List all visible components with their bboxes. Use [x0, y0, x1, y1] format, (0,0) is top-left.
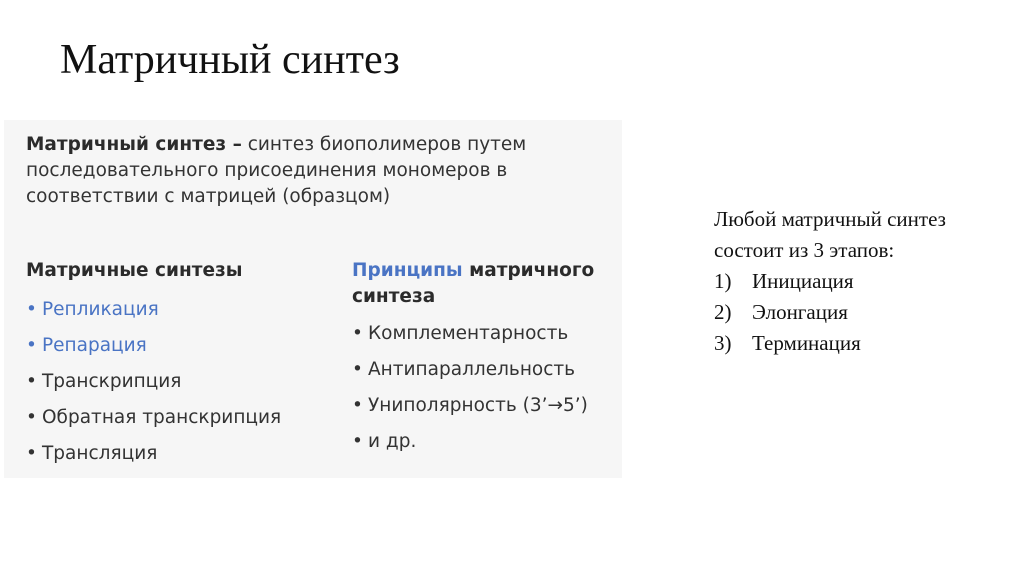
bullet-icon: •	[352, 431, 363, 452]
list-item-label: Антипараллельность	[368, 359, 576, 380]
list-item-label: Репарация	[42, 335, 147, 356]
definition-term: Матричный синтез –	[26, 134, 242, 155]
definition-text: синтез биополимеров путем последовательного присоединения мономеров в соответствии с матрицей (образцом)	[26, 134, 527, 207]
principles-heading	[352, 258, 622, 310]
list-item-label: Транскрипция	[42, 371, 182, 392]
list-item-label: Комплементарность	[368, 323, 569, 344]
stage-item	[714, 328, 984, 359]
list-item-label: Униполярность (3’→5’)	[368, 395, 588, 416]
bullet-icon: •	[26, 443, 37, 464]
bullet-icon: •	[352, 359, 363, 380]
list-item-label: Трансляция	[42, 443, 158, 464]
definition-paragraph	[26, 132, 606, 210]
bullet-icon: •	[26, 407, 37, 428]
bullet-icon: •	[352, 395, 363, 416]
list-item-transcription	[26, 364, 346, 400]
definition-panel	[4, 120, 622, 478]
list-item-replication	[26, 292, 346, 328]
principles-column	[352, 258, 622, 460]
bullet-icon: •	[26, 299, 37, 320]
principles-heading-rest: матричного синтеза	[352, 260, 595, 307]
list-item-label: Репликация	[42, 299, 159, 320]
list-item-label: Обратная транскрипция	[42, 407, 282, 428]
slide-title: Матричный синтез	[60, 37, 400, 83]
bullet-icon: •	[352, 323, 363, 344]
stage-item	[714, 266, 984, 297]
matrix-syntheses-column	[26, 258, 346, 472]
stage-number: 3)	[714, 331, 732, 355]
principles-heading-accent: Принципы	[352, 260, 463, 281]
list-item-complementarity	[352, 316, 622, 352]
list-item-unipolarity	[352, 388, 622, 424]
list-item-etc	[352, 424, 622, 460]
list-item-antiparallel	[352, 352, 622, 388]
matrix-syntheses-heading: Матричные синтезы	[26, 260, 243, 281]
bullet-icon: •	[26, 371, 37, 392]
stages-block	[714, 204, 984, 359]
stages-intro: Любой матричный синтез состоит из 3 этапов:	[714, 207, 946, 262]
stage-label: Инициация	[752, 269, 854, 293]
stage-label: Элонгация	[752, 300, 848, 324]
list-item-translation	[26, 436, 346, 472]
bullet-icon: •	[26, 335, 37, 356]
stage-label: Терминация	[752, 331, 861, 355]
list-item-reverse-transcription	[26, 400, 346, 436]
stages-list	[714, 266, 984, 359]
principles-list	[352, 316, 622, 460]
matrix-syntheses-list	[26, 292, 346, 472]
list-item-label: и др.	[368, 431, 417, 452]
stage-item	[714, 297, 984, 328]
stage-number: 1)	[714, 269, 732, 293]
stage-number: 2)	[714, 300, 732, 324]
list-item-repair	[26, 328, 346, 364]
